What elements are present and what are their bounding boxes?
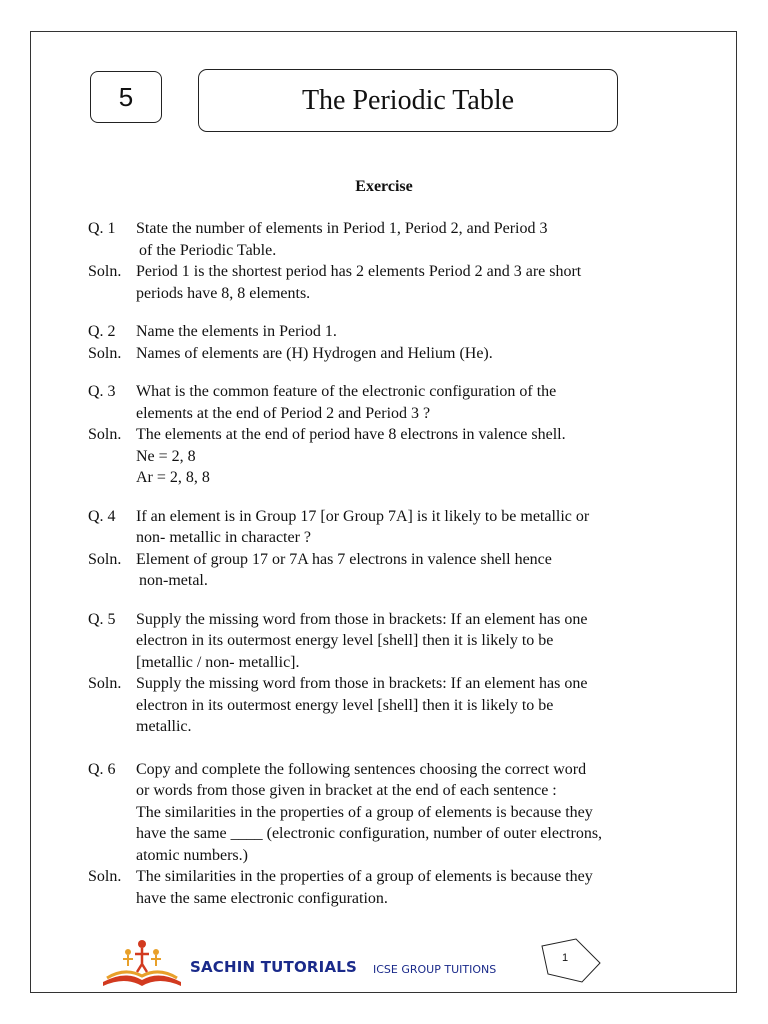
answer-label: Soln. — [88, 868, 122, 885]
question-label: Q. 2 — [88, 323, 116, 340]
question-label: Q. 5 — [88, 610, 116, 628]
brand-name: SACHIN TUTORIALS — [190, 958, 358, 976]
answer-3 — [88, 424, 688, 489]
question-label: Q. 3 — [88, 383, 116, 400]
question-line: Supply the missing word from those in brackets: If an element has one — [136, 610, 588, 628]
question-line: elements at the end of Period 2 and Period 3 ? — [136, 404, 431, 422]
question-line: atomic numbers.) — [136, 846, 248, 864]
answer-line: Period 1 is the shortest period has 2 elements Period 2 and 3 are short — [136, 263, 582, 280]
answer-6 — [88, 866, 688, 909]
answer-line: electron in its outermost energy level [shell] then it is likely to be — [136, 696, 554, 714]
answer-label: Soln. — [88, 344, 122, 362]
question-label: Q. 6 — [88, 760, 116, 778]
question-2 — [88, 321, 688, 343]
question-line: State the number of elements in Period 1, Period 2, and Period 3 — [136, 220, 548, 237]
answer-line: Ne = 2, 8 — [136, 447, 196, 465]
question-line: or words from those given in bracket at the end of each sentence : — [136, 782, 557, 799]
answer-5 — [88, 673, 688, 738]
page-number: 1 — [562, 952, 569, 964]
question-line: non- metallic in character ? — [136, 529, 312, 546]
answer-line: The elements at the end of period have 8 electrons in valence shell. — [136, 426, 566, 443]
question-line: The similarities in the properties of a group of elements is because they — [136, 803, 593, 821]
question-label: Q. 1 — [88, 220, 116, 237]
question-3 — [88, 381, 688, 424]
answer-label: Soln. — [88, 426, 122, 443]
chapter-number: 5 — [118, 81, 134, 112]
answer-line: Element of group 17 or 7A has 7 electrons in valence shell hence — [136, 550, 552, 568]
answer-line: Names of elements are (H) Hydrogen and Helium (He). — [136, 344, 493, 362]
question-answer-list — [88, 218, 688, 909]
question-line: Name the elements in Period 1. — [136, 323, 337, 340]
answer-line: metallic. — [136, 718, 192, 735]
answer-1 — [88, 261, 688, 304]
answer-line: have the same electronic configuration. — [136, 889, 388, 907]
question-line: have the same ____ (electronic configuration, number of outer electrons, — [136, 825, 603, 842]
chapter-title: The Periodic Table — [301, 84, 515, 116]
question-6 — [88, 759, 688, 867]
exercise-heading: Exercise — [355, 178, 413, 195]
question-line: What is the common feature of the electronic configuration of the — [136, 383, 557, 400]
brand-tagline: ICSE GROUP TUITIONS — [373, 963, 497, 976]
chapter-title-box — [198, 69, 618, 132]
answer-line: Ar = 2, 8, 8 — [136, 469, 210, 486]
book-with-figures-icon — [95, 934, 190, 990]
question-line: of the Periodic Table. — [139, 241, 277, 259]
question-label: Q. 4 — [88, 507, 116, 525]
answer-2 — [88, 343, 688, 365]
question-line: [metallic / non- metallic]. — [136, 653, 300, 671]
question-line: Copy and complete the following sentences choosing the correct word — [136, 760, 587, 778]
chapter-number-box — [90, 71, 162, 123]
answer-line: Supply the missing word from those in brackets: If an element has one — [136, 675, 588, 692]
answer-4 — [88, 549, 688, 592]
question-5 — [88, 609, 688, 674]
question-1 — [88, 218, 688, 261]
answer-label: Soln. — [88, 263, 122, 280]
page-number-badge-icon — [540, 936, 602, 984]
question-line: electron in its outermost energy level [shell] then it is likely to be — [136, 632, 554, 649]
answer-line: non-metal. — [139, 572, 208, 589]
answer-label: Soln. — [88, 675, 122, 692]
answer-line: periods have 8, 8 elements. — [136, 284, 311, 302]
question-4 — [88, 506, 688, 549]
answer-line: The similarities in the properties of a group of elements is because they — [136, 868, 593, 885]
answer-label: Soln. — [88, 550, 122, 568]
question-line: If an element is in Group 17 [or Group 7A] is it likely to be metallic or — [136, 507, 590, 525]
